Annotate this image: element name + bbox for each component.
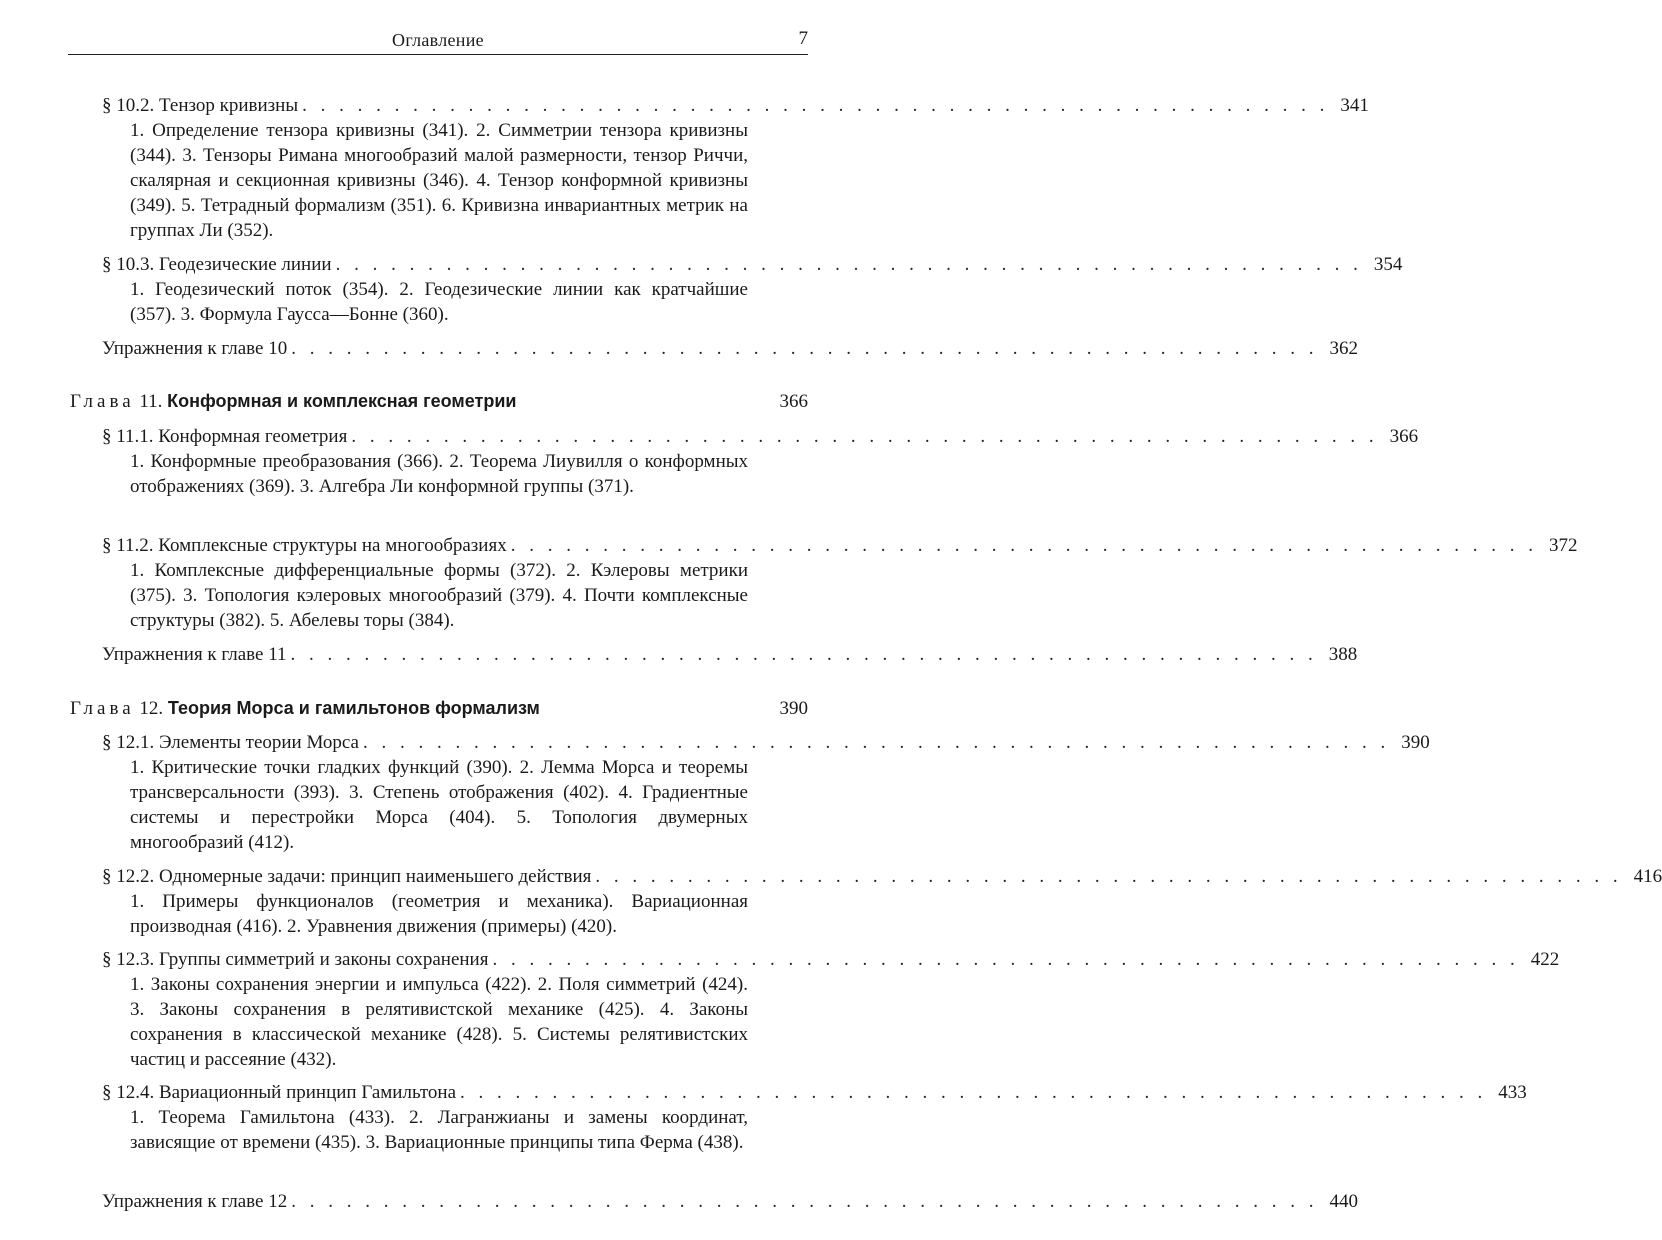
- toc-entry-label: § 10.3. Геодезические линии: [102, 254, 332, 275]
- toc-entry-label: Упражнения к главе 10: [102, 338, 288, 359]
- toc-entry-description: 1. Геодезический поток (354). 2. Геодезические линии как кратчайшие (357). 3. Формула Гаусса—Бонне (360).: [130, 279, 748, 325]
- leader-dots: . . . . . . . . . . . . . . . . . . . . . . . . . . . . . . . . . . . . . . . . . . . . . . . . . . . . . . . .: [291, 338, 1318, 359]
- toc-entry-label: § 10.2. Тензор кривизны: [102, 95, 299, 116]
- toc-entry-label: Упражнения к главе 11: [102, 644, 287, 665]
- leader-dots: . . . . . . . . . . . . . . . . . . . . . . . . . . . . . . . . . . . . . . . . . . . . . . . . . . . . . . . .: [291, 1191, 1318, 1212]
- leader-dots: . . . . . . . . . . . . . . . . . . . . . . . . . . . . . . . . . . . . . . . . . . . . . . . . . . . . . . . .: [335, 254, 1363, 275]
- toc-entry-page: 366: [779, 391, 808, 412]
- toc-entry-description: 1. Комплексные дифференциальные формы (372). 2. Кэлеровы метрики (375). 3. Топология кэлеровых многообразий (379). 4. Почти комплексные структуры (382). 5. Абелевы торы (384).: [130, 560, 748, 631]
- chapter-number: 12.: [139, 698, 164, 719]
- toc-entry-label: Упражнения к главе 12: [102, 1191, 288, 1212]
- toc-entry-page: 362: [1329, 338, 1358, 359]
- toc-entry-description: 1. Критические точки гладких функций (390). 2. Лемма Морса и теоремы трансверсальности (393). 3. Степень отображения (402). 4. Градиентные системы и перестройки Морса (404). 5. Топология двумерных многообразий (412).: [130, 757, 748, 853]
- toc-entry-page: 433: [1498, 1082, 1527, 1103]
- toc-entry-label: § 12.1. Элементы теории Морса: [102, 732, 359, 753]
- page-number: 7: [798, 28, 808, 49]
- chapter-title: Теория Морса и гамильтонов формализм: [167, 698, 540, 718]
- leader-dots: . . . . . . . . . . . . . . . . . . . . . . . . . . . . . . . . . . . . . . . . . . . . . . . . . . . . . . . .: [492, 949, 1520, 970]
- chapter-word: Глава: [70, 391, 135, 412]
- leader-dots: . . . . . . . . . . . . . . . . . . . . . . . . . . . . . . . . . . . . . . . . . . . . . . . . . . . . . . . .: [363, 732, 1390, 753]
- toc-entry-12-1[interactable]: [102, 730, 1430, 755]
- toc-entry-page: 372: [1548, 535, 1578, 556]
- toc-entry-description: 1. Примеры функционалов (геометрия и механика). Вариационная производная (416). 2. Уравнения движения (примеры) (420).: [130, 891, 748, 937]
- toc-entry-description: 1. Законы сохранения энергии и импульса (422). 2. Поля симметрий (424). 3. Законы сохранения в релятивистской механике (425). 4. Законы сохранения в классической механике (428). 5. Системы релятивистских частиц и рассеяние (432).: [130, 974, 748, 1070]
- toc-entry-page: 416: [1633, 866, 1662, 887]
- leader-dots: . . . . . . . . . . . . . . . . . . . . . . . . . . . . . . . . . . . . . . . . . . . . . . . . . . . . . . . .: [290, 644, 1318, 665]
- toc-exercises-10[interactable]: [102, 336, 1358, 361]
- toc-entry-12-4[interactable]: [102, 1080, 1527, 1105]
- toc-entry-10-2[interactable]: [102, 93, 1369, 118]
- toc-entry-page: 388: [1328, 644, 1358, 665]
- toc-exercises-12[interactable]: [102, 1189, 1358, 1214]
- leader-dots: . . . . . . . . . . . . . . . . . . . . . . . . . . . . . . . . . . . . . . . . . . . . . . . . . . . . . . . .: [351, 426, 1379, 447]
- toc-entry-label: § 11.2. Комплексные структуры на многообразиях: [102, 535, 507, 556]
- toc-entry-page: 366: [1389, 426, 1419, 447]
- chapter-number: 11.: [139, 391, 163, 412]
- leader-dots: . . . . . . . . . . . . . . . . . . . . . . . . . . . . . . . . . . . . . . . . . . . . . . . . . . . . . . . .: [460, 1082, 1487, 1103]
- toc-entry-page: 422: [1530, 949, 1560, 970]
- running-title: Оглавление: [392, 30, 484, 50]
- toc-chapter-12[interactable]: [70, 696, 808, 721]
- chapter-word: Глава: [70, 698, 135, 719]
- toc-entry-12-2[interactable]: [102, 864, 1662, 889]
- leader-dots: . . . . . . . . . . . . . . . . . . . . . . . . . . . . . . . . . . . . . . . . . . . . . . . . . . . . . . . .: [510, 535, 1538, 556]
- toc-entry-description: 1. Определение тензора кривизны (341). 2. Симметрии тензора кривизны (344). 3. Тензоры Римана многообразий малой размерности, тензор Риччи, скалярная и секционная кривизны (346). 4. Тензор конформной кривизны (349). 5. Тетрадный формализм (351). 6. Кривизна инвариантных метрик на группах Ли (352).: [130, 120, 748, 241]
- toc-entry-11-2[interactable]: [102, 533, 1578, 558]
- toc-entry-page: 440: [1329, 1191, 1358, 1212]
- toc-entry-page: 390: [1401, 732, 1430, 753]
- chapter-title: Конформная и комплексная геометрии: [167, 391, 517, 411]
- toc-entry-label: § 12.4. Вариационный принцип Гамильтона: [102, 1082, 457, 1103]
- leader-dots: . . . . . . . . . . . . . . . . . . . . . . . . . . . . . . . . . . . . . . . . . . . . . . . . . . . . . . . .: [302, 95, 1329, 116]
- toc-entry-10-3[interactable]: [102, 252, 1403, 277]
- toc-entry-11-1[interactable]: [102, 424, 1419, 449]
- toc-entry-label: § 11.1. Конформная геометрия: [102, 426, 348, 447]
- toc-entry-description: 1. Теорема Гамильтона (433). 2. Лагранжианы и замены координат, зависящие от времени (435). 3. Вариационные принципы типа Ферма (438).: [130, 1107, 748, 1153]
- toc-entry-label: § 12.3. Группы симметрий и законы сохранения: [102, 949, 489, 970]
- toc-entry-label: § 12.2. Одномерные задачи: принцип наименьшего действия: [102, 866, 592, 887]
- toc-entry-description: 1. Конформные преобразования (366). 2. Теорема Лиувилля о конформных отображениях (369). 3. Алгебра Ли конформной группы (371).: [130, 451, 748, 497]
- toc-entry-12-3[interactable]: [102, 947, 1560, 972]
- toc-entry-page: 341: [1340, 95, 1369, 116]
- toc-exercises-11[interactable]: [102, 642, 1358, 667]
- toc-entry-page: 390: [779, 698, 808, 719]
- toc-chapter-11[interactable]: [70, 389, 808, 414]
- toc-entry-page: 354: [1373, 254, 1403, 275]
- page-header: [68, 28, 808, 55]
- leader-dots: . . . . . . . . . . . . . . . . . . . . . . . . . . . . . . . . . . . . . . . . . . . . . . . . . . . . . . . .: [595, 866, 1623, 887]
